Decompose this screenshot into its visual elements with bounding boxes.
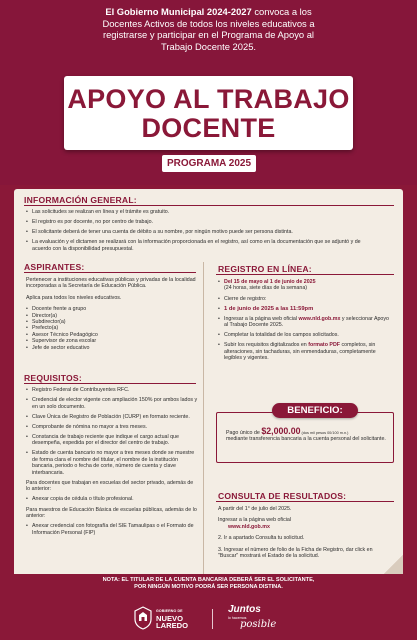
consulta-divider bbox=[216, 501, 394, 502]
list-item: • Registro Federal de Contribuyentes RFC. bbox=[26, 387, 198, 393]
list-item: • El registro es por docente, no por centro de trabajo. bbox=[26, 219, 376, 225]
consulta-web-link[interactable]: www.nld.gob.mx bbox=[228, 523, 270, 530]
list-item: • Completar la totalidad de los campos solicitados. bbox=[218, 332, 394, 338]
info-list bbox=[26, 209, 376, 252]
requisitos-privada-text: Para docentes que trabajan en escuelas del sector privado, además de lo anterior: bbox=[26, 479, 194, 492]
registro-divider bbox=[216, 274, 394, 275]
aspirantes-text bbox=[26, 277, 196, 351]
program-badge: PROGRAMA 2025 bbox=[162, 155, 256, 172]
gov-label: GOBIERNO DE bbox=[156, 609, 183, 613]
requisitos-heading: REQUISITOS: bbox=[24, 373, 82, 383]
consulta-step-2: 2. Ir a apartado Consulta tu solicitud. bbox=[218, 535, 305, 542]
aspirantes-divider bbox=[24, 272, 196, 273]
list-item: • Subir los requisitos digitalizados en formato PDF completos, sin alteraciones, sin tachaduras, sin enmendaduras, completamente legibles y vigentes. bbox=[218, 342, 394, 361]
list-item: • Cierre de registro: bbox=[218, 296, 394, 302]
consulta-text bbox=[218, 506, 394, 559]
benefit-amount: $2,000.00 bbox=[261, 426, 301, 436]
list-item: • Anexar credencial con fotografía del SIE Tamaulipas o el Formato de Información Personal (FIP) bbox=[26, 523, 198, 536]
title-box bbox=[64, 76, 353, 150]
list-item: • Subdirector(a) bbox=[26, 319, 196, 325]
list-item: • El solicitante deberá de tener una cuenta de débito a su nombre, por ningún motivo puede ser persona distinta. bbox=[26, 229, 376, 235]
list-item: • Director(a) bbox=[26, 313, 196, 319]
list-item: • Credencial de elector vigente con ampliación 150% por ambos lados y en un solo documento. bbox=[26, 397, 198, 410]
slogan-middle: lo hacemos bbox=[228, 616, 247, 620]
city-name: NUEVO LAREDO bbox=[156, 614, 189, 631]
footer-separator bbox=[212, 609, 213, 629]
municipal-seal-icon bbox=[133, 606, 153, 630]
aspirantes-roles bbox=[26, 306, 196, 351]
list-item: • Estado de cuenta bancario no mayor a tres meses donde se muestre de forma clara el nombre del titular, el nombre de la institución bancaria, periodo o fecha de corte, número de cuenta y clave interbancaria. bbox=[26, 450, 198, 476]
list-item: • Jefe de sector educativo bbox=[26, 345, 196, 351]
list-item: • Constancia de trabajo reciente que indique el cargo actual que desempeña, expedida por el director del centro de trabajo. bbox=[26, 434, 198, 447]
benefit-heading: BENEFICIO: bbox=[272, 403, 358, 418]
list-item: • Las solicitudes se realizan en línea y el trámite es gratuito. bbox=[26, 209, 376, 215]
consulta-step-1: Ingresar a la página web oficial bbox=[218, 517, 292, 524]
list-item: • Clave Única de Registro de Población (CURP) en formato reciente. bbox=[26, 414, 198, 420]
list-item: • Prefecto(a) bbox=[26, 325, 196, 331]
info-divider bbox=[24, 205, 394, 206]
title-line-1: APOYO AL TRABAJO bbox=[67, 84, 350, 114]
aspirantes-heading: ASPIRANTES: bbox=[24, 262, 85, 272]
registro-web-link[interactable]: www.nld.gob.mx bbox=[298, 315, 341, 322]
requisitos-list bbox=[26, 387, 198, 476]
nuevo-laredo-logo bbox=[133, 606, 191, 630]
ornament-dots: ◆◆◆ bbox=[196, 141, 221, 150]
list-item: • Anexar copia de cédula o título profesional. bbox=[26, 496, 198, 502]
slogan-posible: posible bbox=[240, 619, 277, 630]
list-item: • Docente frente a grupo bbox=[26, 306, 196, 312]
column-divider bbox=[203, 262, 204, 579]
info-heading: INFORMACIÓN GENERAL: bbox=[24, 195, 137, 205]
consulta-date: A partir del 1° de julio del 2025. bbox=[218, 506, 292, 512]
benefit-text: Pago único de $2,000.00 (dos mil pesos 00/100 m.n.) mediante transferencia bancaria a la cuenta personal del solicitante. bbox=[226, 426, 386, 443]
requisitos-basica-list bbox=[26, 523, 198, 536]
aspirantes-levels: Aplica para todos los niveles educativos. bbox=[26, 294, 122, 301]
consulta-step-3: 3. Ingresar el número de folio de la Ficha de Registro, dar click en "Buscar" mostrará el Estado de la solicitud. bbox=[218, 546, 373, 560]
note-banner bbox=[14, 574, 403, 594]
requisitos-privada-list bbox=[26, 496, 198, 502]
list-item: • Comprobante de nómina no mayor a tres meses. bbox=[26, 424, 198, 430]
requisitos-text bbox=[26, 387, 198, 540]
requisitos-divider bbox=[24, 383, 196, 384]
juntos-logo bbox=[228, 604, 288, 632]
list-item: • 1 de junio de 2025 a las 11:59pm bbox=[218, 306, 394, 312]
list-item: • Ingresar a la página web oficial www.nld.gob.mx y seleccionar Apoyo al Trabajo Docente 2025. bbox=[218, 316, 394, 329]
note-line-1: NOTA: EL TITULAR DE LA CUENTA BANCARIA DEBERÁ SER EL SOLICITANTE, bbox=[102, 577, 315, 583]
consulta-heading: CONSULTA DE RESULTADOS: bbox=[218, 491, 347, 501]
list-item: • Supervisor de zona escolar bbox=[26, 338, 196, 344]
title-line-2: DOCENTE bbox=[141, 113, 276, 143]
slogan-juntos: Juntos bbox=[228, 604, 261, 615]
note-line-2: POR NINGÚN MOTIVO PODRÁ SER PERSONA DISTINA. bbox=[134, 584, 283, 590]
intro-text: El Gobierno Municipal 2024-2027 convoca a los Docentes Activos de todos los niveles educativos a registrarse y participar en el Programa de Apoyo al Trabajo Docente 2025. bbox=[102, 6, 315, 52]
list-item: • La evaluación y el dictamen se realizará con la información proporcionada en el registro, así como en la documentación que se adjuntó y de acuerdo con la disponibilidad presupuestal. bbox=[26, 239, 376, 252]
requisitos-basica-text: Para maestros de Educación Básica de escuelas públicas, además de lo anterior: bbox=[26, 506, 197, 519]
aspirantes-paragraph: Pertenecer a instituciones educativas públicas y privadas de la localidad incorporadas a la Secretaría de Educación Pública. bbox=[26, 277, 196, 290]
list-item: • Asesor Técnico Pedagógico bbox=[26, 332, 196, 338]
registro-heading: REGISTRO EN LÍNEA: bbox=[218, 264, 312, 274]
registro-list bbox=[218, 279, 394, 365]
list-item: • Del 15 de mayo al 1 de junio de 2025 (24 horas, siete días de la semana) bbox=[218, 279, 394, 292]
footer bbox=[0, 596, 417, 640]
